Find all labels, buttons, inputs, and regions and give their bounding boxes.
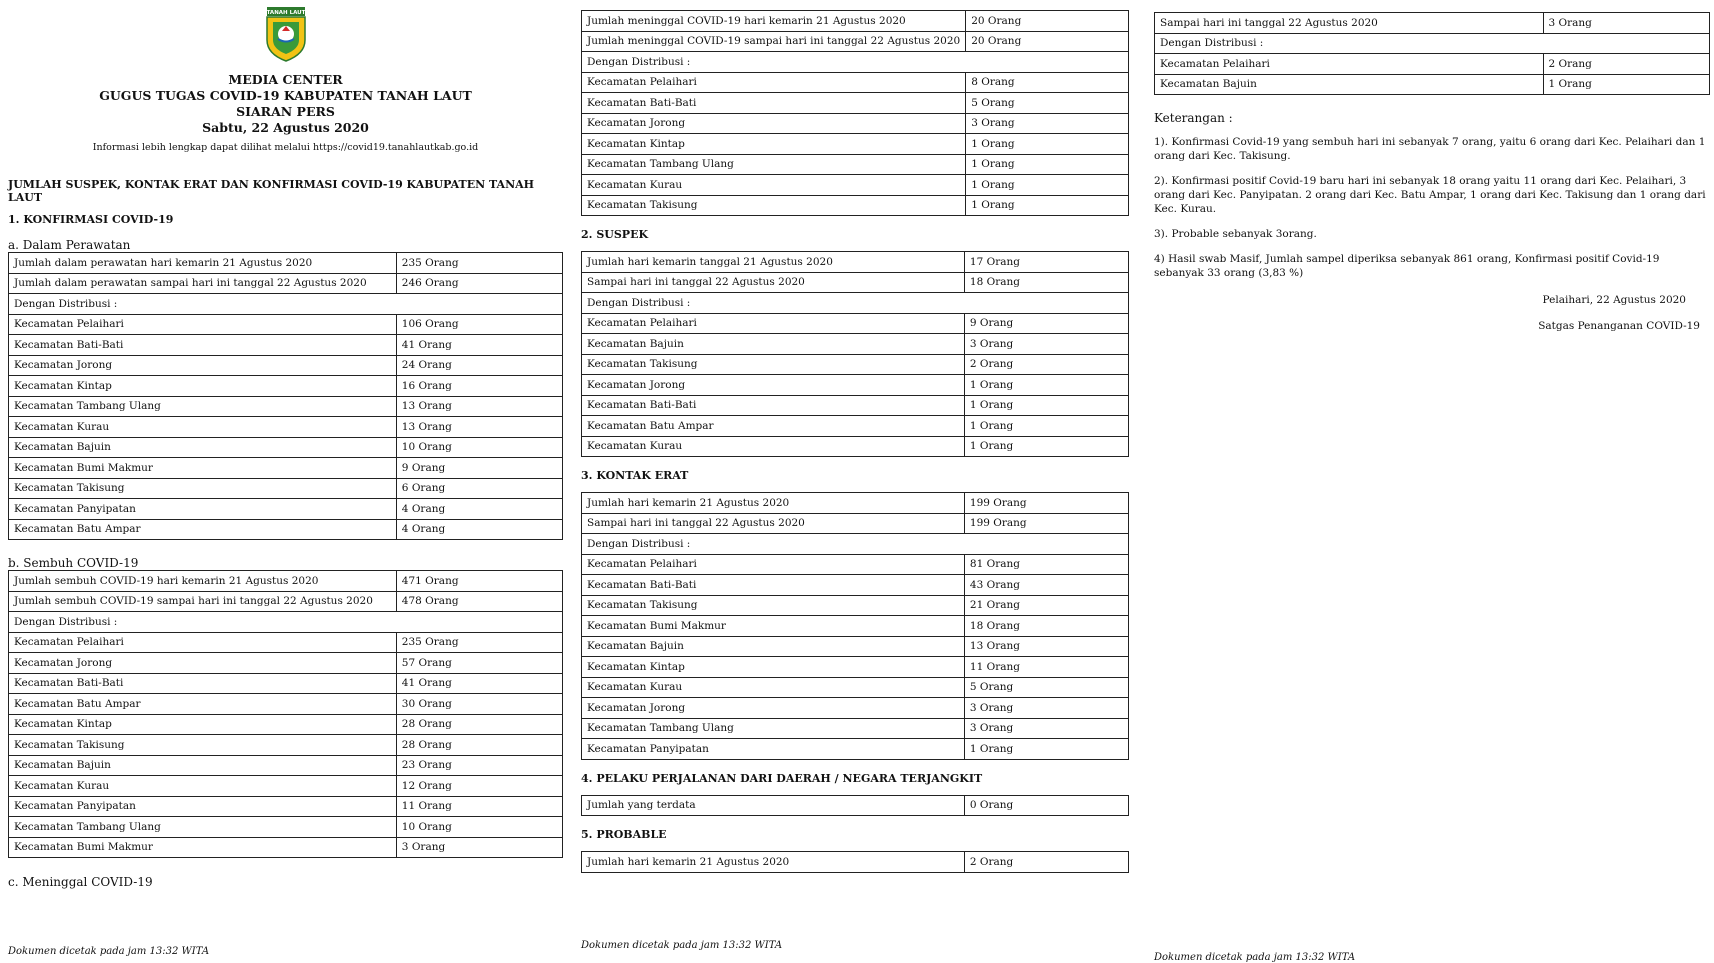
row-value: 13 Orang [964,636,1128,657]
note-item: 2). Konfirmasi positif Covid-19 baru hari ini sebanyak 18 orang yaitu 11 orang dari Kec. Pelaihari, 3 orang dari Kec. Panyipatan. 2 orang dari Kec. Batu Ampar, 1 orang dari Kec. Takisung dan 1 orang dari Kec. Kurau. [1154,175,1706,215]
header-info: Informasi lebih lengkap dapat dilihat melalui https://covid19.tanahlautkab.go.id [92,142,479,153]
row-value: 12 Orang [396,776,562,797]
table-row [582,154,1129,175]
section-1b-title: b. Sembuh COVID-19 [8,556,139,570]
row-label: Kecamatan Panyipatan [582,739,965,760]
table-pelaku-perjalanan [581,795,1129,817]
table-meninggal [581,10,1129,216]
table-row [1155,74,1710,95]
table-row [9,335,563,356]
row-label: Kecamatan Kurau [582,436,965,457]
row-label: Kecamatan Tambang Ulang [9,817,397,838]
row-label: Kecamatan Jorong [582,113,966,134]
row-label: Kecamatan Bajuin [9,437,397,458]
row-value: 5 Orang [966,93,1129,114]
distribution-header-row [1155,33,1710,54]
table-probable-part-1 [581,851,1129,873]
signature-place-date: Pelaihari, 22 Agustus 2020 [1542,294,1686,306]
row-label: Kecamatan Jorong [582,375,965,396]
table-row [582,195,1129,216]
row-value: 20 Orang [966,11,1129,32]
row-label: Kecamatan Bati-Bati [582,93,966,114]
table-row [9,314,563,335]
row-value: 106 Orang [396,314,562,335]
row-label: Kecamatan Bati-Bati [582,395,965,416]
page-column-2 [581,10,1129,873]
row-label: Jumlah meninggal COVID-19 hari kemarin 21 Agustus 2020 [582,11,966,32]
table-row [9,673,563,694]
table-row [582,416,1129,437]
table-row [9,253,563,274]
table-row [582,795,1129,816]
row-value: 2 Orang [964,354,1128,375]
row-value: 43 Orang [964,575,1128,596]
row-value: 1 Orang [966,195,1129,216]
section-1a-title: a. Dalam Perawatan [8,238,131,252]
table-row [582,354,1129,375]
distribution-label: Dengan Distribusi : [582,52,1129,73]
table-row [1155,13,1710,34]
row-label: Jumlah hari kemarin tanggal 21 Agustus 2020 [582,252,965,273]
row-label: Kecamatan Kintap [582,134,966,155]
table-row [9,519,563,540]
row-value: 16 Orang [396,376,562,397]
table-probable-part-2 [1154,12,1710,95]
table-row [582,575,1129,596]
table-row [582,436,1129,457]
page-column-1 [8,0,563,889]
table-row [9,632,563,653]
table-row [9,817,563,838]
table-row [9,653,563,674]
table-row [582,93,1129,114]
footer-col-2: Dokumen dicetak pada jam 13:32 WITA [581,940,783,951]
row-value: 2 Orang [964,852,1128,873]
row-label: Kecamatan Bajuin [1155,74,1544,95]
row-label: Jumlah sembuh COVID-19 sampai hari ini tanggal 22 Agustus 2020 [9,591,397,612]
tanah-laut-emblem-icon [264,6,308,62]
distribution-header-row [582,293,1129,314]
table-row [582,852,1129,873]
row-value: 4 Orang [396,499,562,520]
page-column-3 [1154,12,1710,332]
note-item: 4) Hasil swab Masif, Jumlah sampel diperiksa sebanyak 861 orang, Konfirmasi positif Covid-19 sebanyak 33 orang (3,83 %) [1154,253,1660,279]
row-value: 23 Orang [396,755,562,776]
row-value: 1 Orang [966,134,1129,155]
header-line-1: MEDIA CENTER [228,72,343,87]
row-label: Jumlah yang terdata [582,795,965,816]
table-row [9,458,563,479]
row-label: Kecamatan Kurau [582,175,966,196]
row-value: 30 Orang [396,694,562,715]
row-label: Kecamatan Tambang Ulang [9,396,397,417]
row-value: 1 Orang [966,154,1129,175]
row-value: 478 Orang [396,591,562,612]
row-label: Kecamatan Takisung [582,195,966,216]
emblem-logo [8,0,563,72]
table-row [582,252,1129,273]
table-row [582,554,1129,575]
row-value: 17 Orang [964,252,1128,273]
distribution-label: Dengan Distribusi : [9,294,563,315]
row-label: Jumlah meninggal COVID-19 sampai hari ini tanggal 22 Agustus 2020 [582,31,966,52]
row-label: Kecamatan Bumi Makmur [9,837,397,858]
table-row [9,694,563,715]
row-value: 0 Orang [964,795,1128,816]
row-value: 24 Orang [396,355,562,376]
table-row [9,478,563,499]
section-3-title: 3. KONTAK ERAT [581,469,689,482]
svg-text:TANAH LAUT: TANAH LAUT [266,10,305,16]
row-value: 3 Orang [396,837,562,858]
row-label: Kecamatan Takisung [582,354,965,375]
row-label: Kecamatan Bumi Makmur [9,458,397,479]
section-1-title: 1. KONFIRMASI COVID-19 [8,213,174,226]
table-row [582,134,1129,155]
row-label: Kecamatan Bajuin [9,755,397,776]
table-row [582,313,1129,334]
header-line-3: SIARAN PERS [236,104,335,119]
row-label: Kecamatan Panyipatan [9,499,397,520]
row-value: 8 Orang [966,72,1129,93]
footer-col-1: Dokumen dicetak pada jam 13:32 WITA [8,946,210,957]
row-value: 6 Orang [396,478,562,499]
section-4-title: 4. PELAKU PERJALANAN DARI DAERAH / NEGARA TERJANGKIT [581,771,983,785]
table-row [582,636,1129,657]
note-item: 3). Probable sebanyak 3orang. [1154,228,1317,240]
row-label: Kecamatan Kurau [9,417,397,438]
row-value: 246 Orang [396,273,562,294]
row-value: 11 Orang [396,796,562,817]
table-kontak-erat [581,492,1129,760]
row-value: 18 Orang [964,616,1128,637]
main-title: JUMLAH SUSPEK, KONTAK ERAT DAN KONFIRMASI COVID-19 KABUPATEN TANAH LAUT [8,178,535,204]
distribution-label: Dengan Distribusi : [9,612,563,633]
row-value: 471 Orang [396,571,562,592]
signature-signer: Satgas Penanganan COVID-19 [1538,320,1700,332]
table-row [9,417,563,438]
table-row [9,437,563,458]
notes-title: Keterangan : [1154,111,1233,125]
row-value: 41 Orang [396,335,562,356]
row-value: 9 Orang [396,458,562,479]
distribution-label: Dengan Distribusi : [1155,33,1710,54]
row-label: Kecamatan Kintap [9,714,397,735]
row-value: 3 Orang [966,113,1129,134]
table-row [582,657,1129,678]
row-label: Kecamatan Batu Ampar [9,519,397,540]
row-label: Kecamatan Bati-Bati [9,335,397,356]
row-label: Sampai hari ini tanggal 22 Agustus 2020 [582,513,965,534]
table-row [9,735,563,756]
table-row [9,591,563,612]
table-suspek [581,251,1129,457]
table-row [9,837,563,858]
row-label: Sampai hari ini tanggal 22 Agustus 2020 [582,272,965,293]
row-value: 1 Orang [964,436,1128,457]
row-value: 28 Orang [396,735,562,756]
section-1c-title: c. Meninggal COVID-19 [8,875,153,889]
row-label: Kecamatan Bajuin [582,334,965,355]
note-item: 1). Konfirmasi Covid-19 yang sembuh hari ini sebanyak 7 orang, yaitu 6 orang dari Kec. Pelaihari dan 1 orang dari Kec. Takisung. [1154,136,1706,162]
section-2-title: 2. SUSPEK [581,228,649,241]
row-value: 13 Orang [396,396,562,417]
table-row [582,739,1129,760]
row-value: 57 Orang [396,653,562,674]
distribution-header-row [9,294,563,315]
table-row [582,113,1129,134]
row-label: Kecamatan Jorong [582,698,965,719]
table-row [9,571,563,592]
row-label: Kecamatan Bati-Bati [582,575,965,596]
row-value: 5 Orang [964,677,1128,698]
table-row [582,616,1129,637]
row-value: 3 Orang [964,718,1128,739]
table-row [9,796,563,817]
row-label: Kecamatan Tambang Ulang [582,154,966,175]
row-label: Kecamatan Kintap [9,376,397,397]
row-label: Jumlah sembuh COVID-19 hari kemarin 21 Agustus 2020 [9,571,397,592]
row-label: Kecamatan Jorong [9,653,397,674]
table-row [9,396,563,417]
row-value: 9 Orang [964,313,1128,334]
row-value: 2 Orang [1543,54,1710,75]
header-line-2: GUGUS TUGAS COVID-19 KABUPATEN TANAH LAUT [99,88,472,103]
row-value: 1 Orang [964,395,1128,416]
table-row [9,355,563,376]
table-row [9,376,563,397]
table-row [9,499,563,520]
table-row [9,273,563,294]
row-label: Kecamatan Panyipatan [9,796,397,817]
row-value: 20 Orang [966,31,1129,52]
row-label: Kecamatan Pelaihari [9,632,397,653]
table-row [9,714,563,735]
table-row [582,334,1129,355]
row-value: 10 Orang [396,817,562,838]
row-value: 3 Orang [1543,13,1710,34]
row-label: Kecamatan Jorong [9,355,397,376]
table-row [582,677,1129,698]
table-row [582,11,1129,32]
row-label: Jumlah hari kemarin 21 Agustus 2020 [582,493,965,514]
table-sembuh [8,570,563,858]
row-label: Kecamatan Takisung [582,595,965,616]
distribution-header-row [582,534,1129,555]
row-label: Jumlah dalam perawatan sampai hari ini tanggal 22 Agustus 2020 [9,273,397,294]
row-label: Kecamatan Bajuin [582,636,965,657]
distribution-label: Dengan Distribusi : [582,534,1129,555]
header-date: Sabtu, 22 Agustus 2020 [202,120,369,135]
table-row [582,375,1129,396]
table-dalam-perawatan [8,252,563,540]
row-label: Sampai hari ini tanggal 22 Agustus 2020 [1155,13,1544,34]
row-label: Kecamatan Pelaihari [582,554,965,575]
section-5-title: 5. PROBABLE [581,828,667,841]
row-value: 235 Orang [396,253,562,274]
row-label: Jumlah hari kemarin 21 Agustus 2020 [582,852,965,873]
distribution-label: Dengan Distribusi : [582,293,1129,314]
row-value: 1 Orang [966,175,1129,196]
row-value: 11 Orang [964,657,1128,678]
footer-col-3: Dokumen dicetak pada jam 13:32 WITA [1154,952,1356,963]
row-value: 13 Orang [396,417,562,438]
row-label: Kecamatan Bumi Makmur [582,616,965,637]
table-row [582,72,1129,93]
distribution-header-row [582,52,1129,73]
row-label: Kecamatan Tambang Ulang [582,718,965,739]
row-value: 199 Orang [964,513,1128,534]
row-label: Kecamatan Batu Ampar [582,416,965,437]
row-label: Kecamatan Pelaihari [582,72,966,93]
row-label: Kecamatan Pelaihari [582,313,965,334]
row-value: 3 Orang [964,334,1128,355]
row-label: Kecamatan Takisung [9,478,397,499]
row-value: 3 Orang [964,698,1128,719]
notes-block [1154,111,1710,280]
row-value: 18 Orang [964,272,1128,293]
row-label: Kecamatan Pelaihari [1155,54,1544,75]
table-row [582,175,1129,196]
table-row [9,776,563,797]
row-value: 10 Orang [396,437,562,458]
row-value: 1 Orang [964,739,1128,760]
table-row [582,493,1129,514]
table-row [582,698,1129,719]
row-value: 1 Orang [964,375,1128,396]
row-value: 1 Orang [1543,74,1710,95]
row-value: 4 Orang [396,519,562,540]
table-row [582,718,1129,739]
row-label: Kecamatan Kintap [582,657,965,678]
table-row [582,513,1129,534]
row-label: Kecamatan Takisung [9,735,397,756]
row-label: Kecamatan Bati-Bati [9,673,397,694]
row-value: 235 Orang [396,632,562,653]
row-value: 28 Orang [396,714,562,735]
row-value: 199 Orang [964,493,1128,514]
row-label: Kecamatan Batu Ampar [9,694,397,715]
row-label: Kecamatan Kurau [582,677,965,698]
row-value: 41 Orang [396,673,562,694]
table-row [582,395,1129,416]
row-label: Jumlah dalam perawatan hari kemarin 21 Agustus 2020 [9,253,397,274]
row-value: 21 Orang [964,595,1128,616]
table-row [9,755,563,776]
row-value: 1 Orang [964,416,1128,437]
row-value: 81 Orang [964,554,1128,575]
table-row [1155,54,1710,75]
row-label: Kecamatan Kurau [9,776,397,797]
row-label: Kecamatan Pelaihari [9,314,397,335]
table-row [582,272,1129,293]
table-row [582,595,1129,616]
distribution-header-row [9,612,563,633]
table-row [582,31,1129,52]
